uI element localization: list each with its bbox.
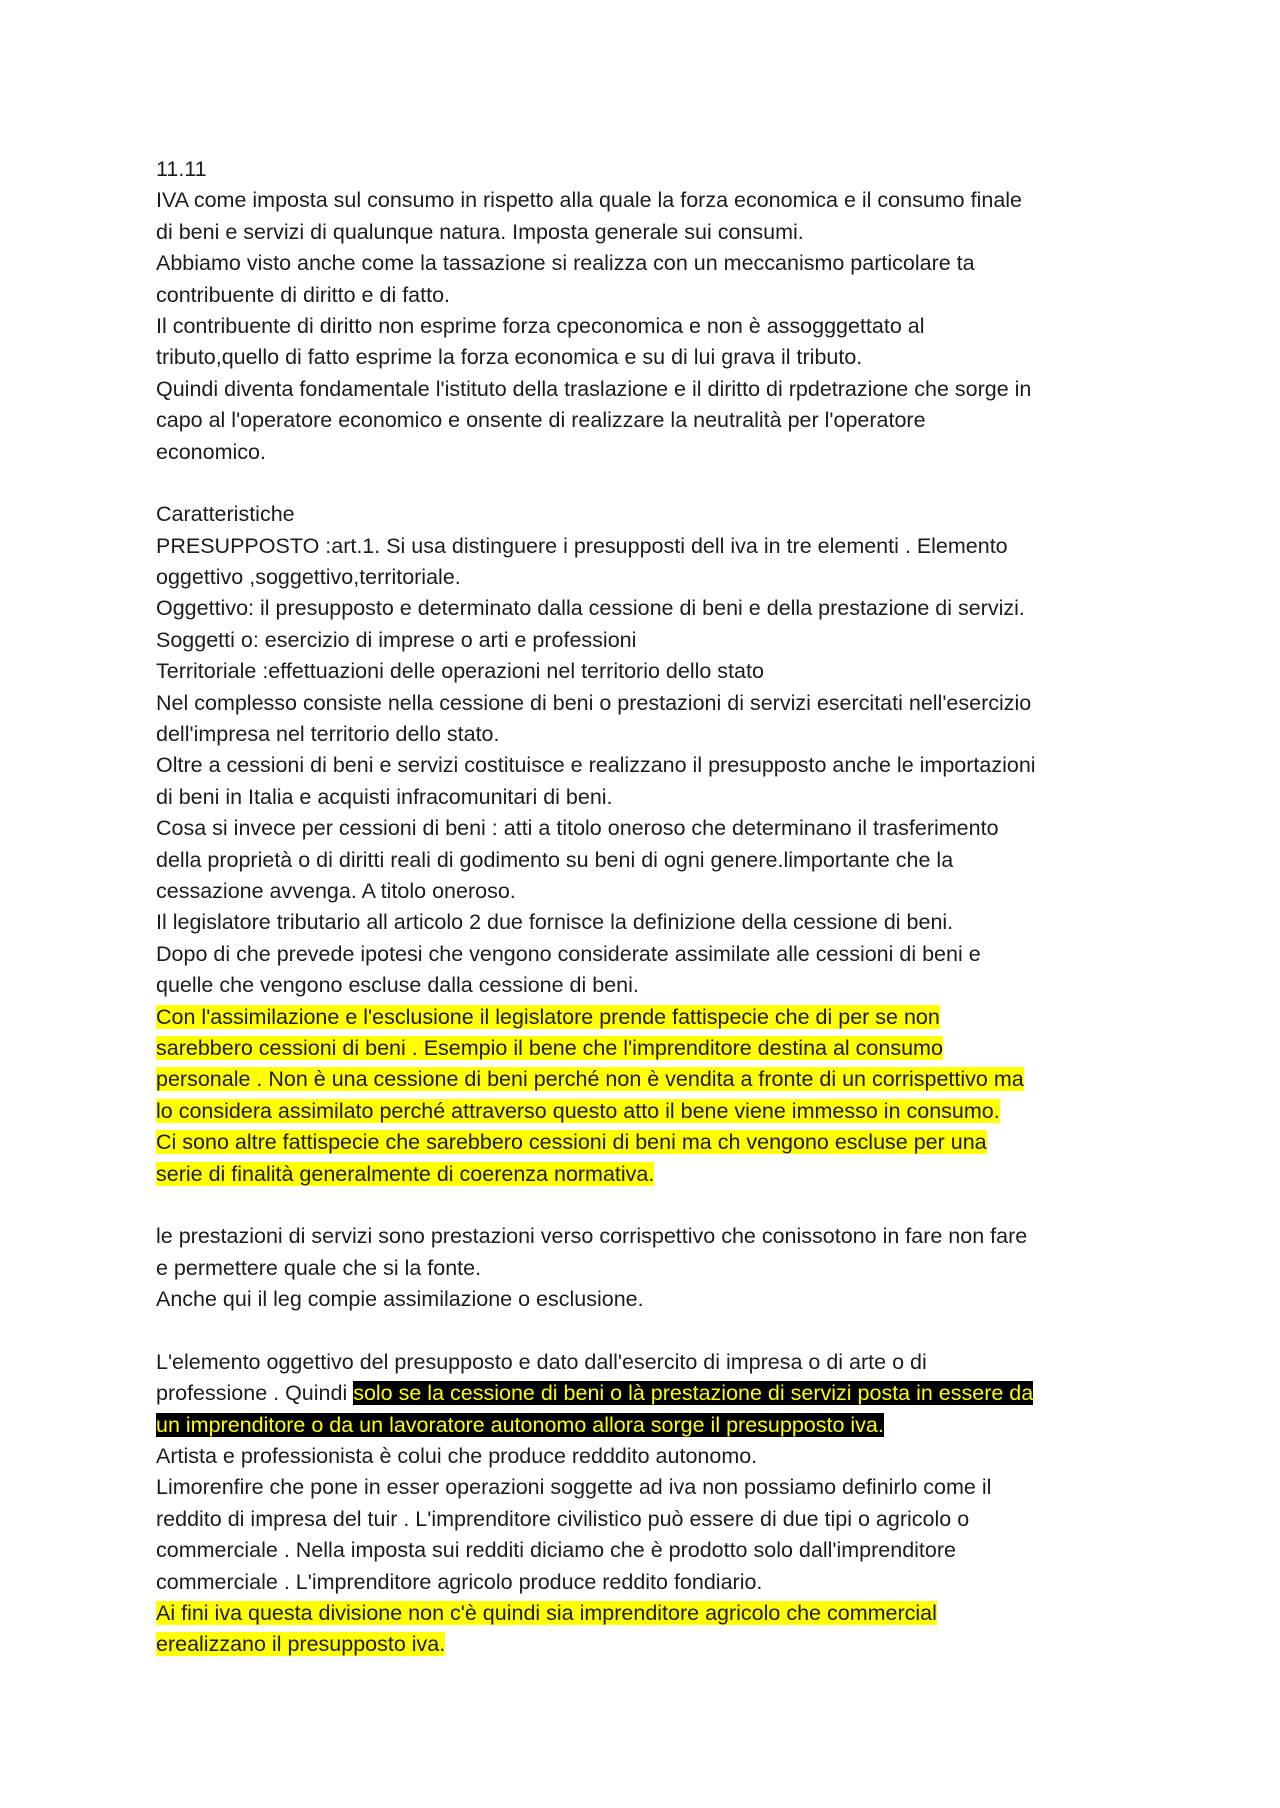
text-line <box>156 750 1136 781</box>
text-span: Abbiamo visto anche come la tassazione si realizza con un meccanismo particolare ta <box>156 251 975 276</box>
text-span: Limorenfire che pone in esser operazioni soggette ad iva non possiamo definirlo come il <box>156 1475 992 1500</box>
highlighted-text: erealizzano il presupposto iva. <box>156 1632 446 1657</box>
text-span: e permettere quale che si la fonte. <box>156 1255 482 1280</box>
text-span: Soggetti o: esercizio di imprese o arti e professioni <box>156 627 637 652</box>
text-line <box>156 374 1136 405</box>
text-span: commerciale . Nella imposta sui redditi diciamo che è prodotto solo dall'imprenditore <box>156 1538 956 1563</box>
text-span: dell'impresa nel territorio dello stato. <box>156 722 500 747</box>
text-line <box>156 1347 1136 1378</box>
text-span: Cosa si invece per cessioni di beni : atti a titolo oneroso che determinano il trasferimento <box>156 816 999 841</box>
text-line <box>156 970 1136 1001</box>
highlighted-text-dark: solo se la cessione di beni o là prestazione di servizi posta in essere da <box>353 1381 1034 1406</box>
blank-line <box>156 1315 1136 1346</box>
highlighted-text: Ci sono altre fattispecie che sarebbero cessioni di beni ma ch vengono escluse per una <box>156 1130 987 1155</box>
text-line <box>156 405 1136 436</box>
text-span: Dopo di che prevede ipotesi che vengono considerate assimilate alle cessioni di beni e <box>156 941 981 966</box>
text-line <box>156 1284 1136 1315</box>
text-line <box>156 280 1136 311</box>
text-span: Oggettivo: il presupposto e determinato dalla cessione di beni e della prestazione di servizi. <box>156 596 1025 621</box>
text-line <box>156 531 1136 562</box>
text-line <box>156 593 1136 624</box>
text-line <box>156 311 1136 342</box>
text-span: di beni in Italia e acquisti infracomunitari di beni. <box>156 784 613 809</box>
text-line <box>156 437 1136 468</box>
highlighted-text: Con l'assimilazione e l'esclusione il legislatore prende fattispecie che di per se non <box>156 1004 940 1029</box>
text-line <box>156 562 1136 593</box>
text-span: L'elemento oggettivo del presupposto e dato dall'esercito di impresa o di arte o di <box>156 1349 927 1374</box>
text-line <box>156 1535 1136 1566</box>
text-line <box>156 813 1136 844</box>
text-span: Territoriale :effettuazioni delle operazioni nel territorio dello stato <box>156 659 764 684</box>
blank-line <box>156 468 1136 499</box>
document-body <box>156 154 1136 1661</box>
text-span: Il legislatore tributario all articolo 2 due fornisce la definizione della cessione di beni. <box>156 910 954 935</box>
blank-line <box>156 1190 1136 1221</box>
text-line <box>156 499 1136 530</box>
text-span: IVA come imposta sul consumo in rispetto alla quale la forza economica e il consumo finale <box>156 188 1023 213</box>
text-span: Caratteristiche <box>156 502 295 527</box>
text-span: Oltre a cessioni di beni e servizi costituisce e realizzano il presupposto anche le importazioni <box>156 753 1036 778</box>
text-span: capo al l'operatore economico e onsente di realizzare la neutralità per l'operatore <box>156 408 926 433</box>
text-line <box>156 719 1136 750</box>
text-span: 11.11 <box>156 157 207 181</box>
text-line <box>156 1221 1136 1252</box>
highlighted-text: sarebbero cessioni di beni . Esempio il bene che l'imprenditore destina al consumo <box>156 1035 943 1060</box>
text-line <box>156 248 1136 279</box>
text-span: Artista e professionista è colui che produce redddito autonomo. <box>156 1444 758 1469</box>
text-span: tributo,quello di fatto esprime la forza economica e su di lui grava il tributo. <box>156 345 863 370</box>
highlighted-text: serie di finalità generalmente di coerenza normativa. <box>156 1161 655 1186</box>
text-span: oggettivo ,soggettivo,territoriale. <box>156 565 461 590</box>
highlighted-text: personale . Non è una cessione di beni perché non è vendita a fronte di un corrispettivo ma <box>156 1067 1024 1092</box>
text-line <box>156 1472 1136 1503</box>
text-line <box>156 1127 1136 1158</box>
text-line <box>156 688 1136 719</box>
highlighted-text: lo considera assimilato perché attraverso questo atto il bene viene immesso in consumo. <box>156 1098 1000 1123</box>
text-span: le prestazioni di servizi sono prestazioni verso corrispettivo che conissotono in fare non fare <box>156 1224 1028 1249</box>
text-line <box>156 939 1136 970</box>
text-line <box>156 1002 1136 1033</box>
text-line <box>156 625 1136 656</box>
text-line <box>156 1064 1136 1095</box>
highlighted-text: Ai fini iva questa divisione non c'è quindi sia imprenditore agricolo che commercial <box>156 1600 937 1625</box>
text-line <box>156 154 1136 185</box>
text-span: economico. <box>156 439 266 464</box>
text-line <box>156 1629 1136 1660</box>
text-span: cessazione avvenga. A titolo oneroso. <box>156 878 516 903</box>
text-span: Il contribuente di diritto non esprime forza cpeconomica e non è assogggettato al <box>156 313 925 338</box>
text-line <box>156 1096 1136 1127</box>
text-line <box>156 1410 1136 1441</box>
text-span: della proprietà o di diritti reali di godimento su beni di ogni genere.limportante che la <box>156 847 954 872</box>
text-span: commerciale . L'imprenditore agricolo produce reddito fondiario. <box>156 1569 763 1594</box>
text-span: quelle che vengono escluse dalla cessione di beni. <box>156 973 639 998</box>
text-line <box>156 845 1136 876</box>
text-span: PRESUPPOSTO :art.1. Si usa distinguere i presupposti dell iva in tre elementi . Elemento <box>156 533 1008 558</box>
text-line <box>156 1378 1136 1409</box>
text-line <box>156 1253 1136 1284</box>
text-line <box>156 782 1136 813</box>
text-line <box>156 1159 1136 1190</box>
text-span: Anche qui il leg compie assimilazione o esclusione. <box>156 1287 644 1312</box>
text-line <box>156 342 1136 373</box>
text-span: contribuente di diritto e di fatto. <box>156 282 451 307</box>
text-line <box>156 1033 1136 1064</box>
text-line <box>156 185 1136 216</box>
text-line <box>156 1567 1136 1598</box>
text-span: di beni e servizi di qualunque natura. Imposta generale sui consumi. <box>156 219 804 244</box>
text-span: Quindi diventa fondamentale l'istituto della traslazione e il diritto di rpdetrazione che sorge in <box>156 376 1032 401</box>
text-line <box>156 217 1136 248</box>
text-line <box>156 1441 1136 1472</box>
text-line <box>156 656 1136 687</box>
text-line <box>156 876 1136 907</box>
text-span: Nel complesso consiste nella cessione di beni o prestazioni di servizi esercitati nell'esercizio <box>156 690 1032 715</box>
text-span: professione . Quindi <box>156 1381 354 1406</box>
text-line <box>156 1504 1136 1535</box>
text-span: reddito di impresa del tuir . L'imprenditore civilistico può essere di due tipi o agricolo o <box>156 1506 970 1531</box>
highlighted-text-dark: un imprenditore o da un lavoratore autonomo allora sorge il presupposto iva. <box>156 1412 884 1437</box>
text-line <box>156 907 1136 938</box>
text-line <box>156 1598 1136 1629</box>
